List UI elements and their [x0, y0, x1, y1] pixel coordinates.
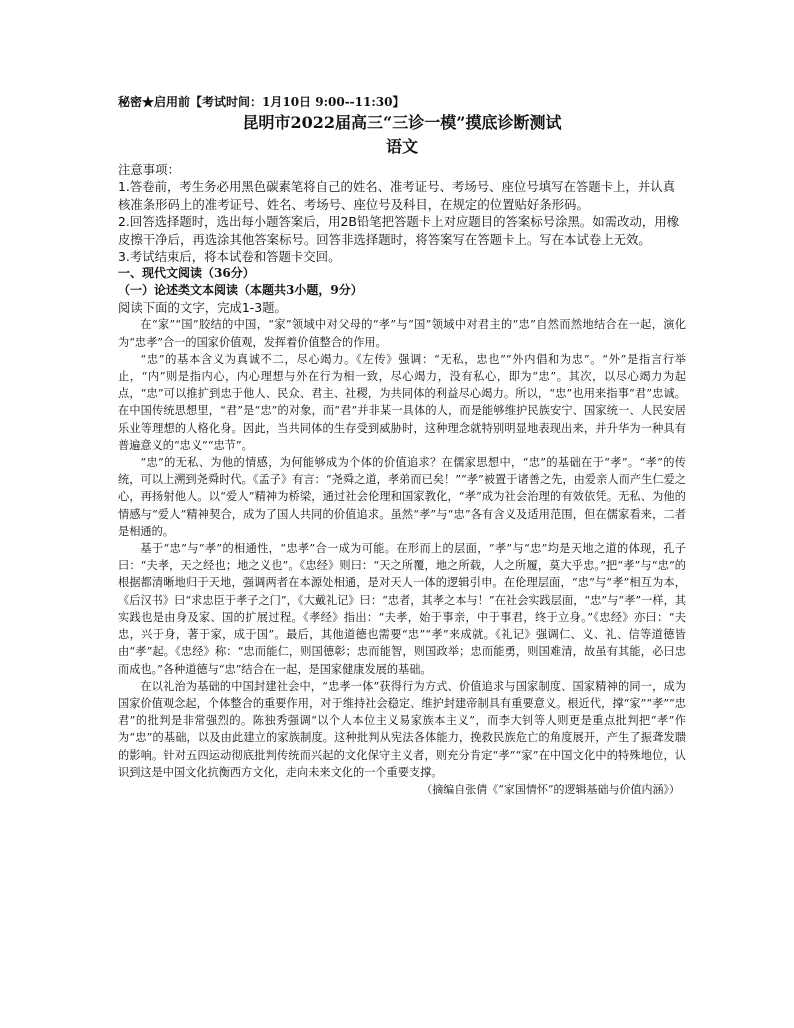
passage-paragraph: 基于“忠”与“孝”的相通性，“忠孝”合一成为可能。在形而上的层面，“孝”与“忠”均是天地之道的体现，孔子曰：“夫孝，天之经也；地之义也”。《忠经》则曰：“天之所覆，地之所载，人之所履，莫大乎忠。”把“孝”与“忠”的根据都清晰地归于天地，强调两者在本源处相通，是对天人一体的逻辑引申。在伦理层面，“忠”与“孝”相互为本，《后汉书》曰“求忠臣于孝子之门”，《大戴礼记》曰：“忠者，其孝之本与！”在社会实践层面，“忠”与“孝”一样，其实践也是由身及家、国的扩展过程。《孝经》指出：“夫孝，始于事亲，中于事君，终于立身。”《忠经》亦曰：“夫忠，兴于身，著于家，成于国”。最后，其他道德也需要“忠”“孝”来成就。《礼记》强调仁、义、礼、信等道德皆由“孝”起。《忠经》称：“忠而能仁，则国德彰；忠而能智，则国政举；忠而能勇，则国难清，故虽有其能，必曰忠而成也。”各种道德与“忠”结合在一起，是国家健康发展的基础。 [118, 542, 686, 676]
notice-item: 1.答卷前，考生务必用黑色碳素笔将自己的姓名、准考证号、考场号、座位号填写在答题卡上，并认真核准条形码上的准考证号、姓名、考场号、座位号及科目，在规定的位置贴好条形码。 [118, 179, 676, 212]
confidential-line: 秘密★启用前【考试时间：1月10日 9:00--11:30】 [118, 95, 405, 109]
notices-block [118, 161, 686, 265]
exam-title: 昆明市2022届高三“三诊一模”摸底诊断测试 [242, 113, 562, 132]
section-title: 一、现代文阅读（36分） [118, 266, 255, 281]
reading-passage [118, 316, 686, 780]
passage-paragraph: “忠”的无私、为他的情感，为何能够成为个体的价值追求？在儒家思想中，“忠”的基础在于“孝”。“孝”的传统，可以上溯到尧舜时代。《孟子》有言：“尧舜之道，孝弟而已矣！”“孝”被置于诸善之先，由爱亲人而产生仁爱之心，再扬射他人。以“爱人”精神为桥梁，通过社会伦理和国家教化，“孝”成为社会治理的有效依凭。无私、为他的情感与“爱人”精神契合，成为了国人共同的价值追求。虽然“孝”与“忠”各有含义及适用范围，但在儒家看来，二者是相通的。 [118, 456, 686, 538]
notice-item: 3.考试结束后，将本试卷和答题卡交回。 [118, 249, 341, 265]
notice-item: 2.回答选择题时，选出每小题答案后，用2B铅笔把答题卡上对应题目的答案标号涂黑。如需改动，用橡皮擦干净后，再选涂其他答案标号。回答非选择题时，将答案写在答题卡上。写在本试卷上无效。 [118, 214, 680, 247]
passage-source: （摘编自张倩《“家国情怀”的逻辑基础与价值内涵》） [421, 782, 680, 796]
passage-paragraph: 在以礼治为基础的中国封建社会中，“忠孝一体”获得行为方式、价值追求与国家制度、国家精神的同一，成为国家价值观念起，个体整合的重要作用，对于维持社会稳定、维护封建帝制具有重要意义。根近代，撑“家”“孝”“忠君”的批判是非常强烈的。陈独秀强调“以个人本位主义易家族本主义”，而李大钊等人则更是重点批判把“孝”作为“忠”的基础，以及由此建立的家族制度。这种批判从宪法各体能力，挽救民族危亡的角度展开，产生了振聋发聩的影响。针对五四运动彻底批判传统而兴起的文化保守主义者，则充分肯定“孝”“家”在中国文化中的特殊地位，认识到这是中国文化抗衡西方文化，走向未来文化的一个重要支撑。 [118, 679, 686, 779]
reading-instruction: 阅读下面的文字，完成1-3题。 [118, 300, 287, 316]
section-subtitle: （一）论述类文本阅读（本题共3小题，9分） [118, 283, 363, 298]
passage-paragraph: “忠”的基本含义为真诚不二，尽心竭力。《左传》强调：“无私，忠也”“外内倡和为忠”。“外”是指言行举止，“内”则是指内心，内心理想与外在行为相一致，尽心竭力，没有私心，即为“忠”。其次，以尽心竭力为起点，“忠”可以推扩到忠于他人、民众、君主、社稷，为共同体的利益尽心竭力。所以，“忠”也用来指事“君”忠诚。在中国传统思想里，“君”是“忠”的对象，而“君”并非某一具体的人，而是能够维护民族安宁、国家统一、人民安居乐业等理想的人格化身。因此，当共同体的生存受到威胁时，这种理念就特别明显地表现出来，并升华为一种具有普遍意义的“忠义”“忠节”。 [118, 352, 686, 452]
exam-page [118, 93, 686, 798]
notices-heading: 注意事项： [118, 162, 180, 177]
passage-paragraph: 在“家”“国”胶结的中国，“家”领域中对父母的“孝”与“国”领域中对君主的“忠”自然而然地结合在一起，演化为“忠孝”合一的国家价值观，发挥着价值整合的作用。 [118, 318, 686, 349]
subject-title: 语文 [385, 137, 418, 156]
